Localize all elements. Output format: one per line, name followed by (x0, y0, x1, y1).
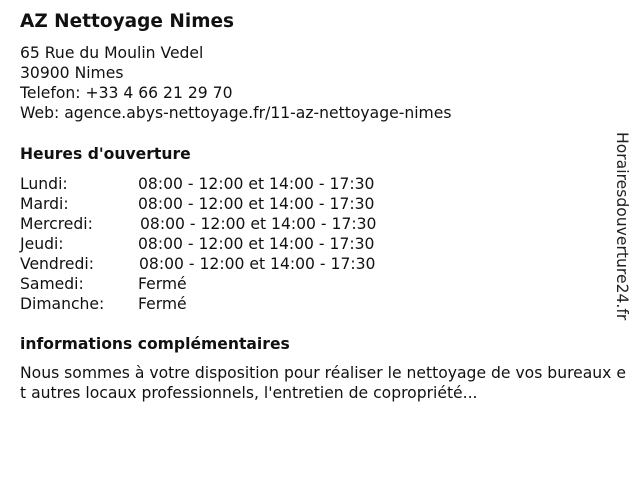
day-label: Mercredi: (20, 215, 93, 233)
day-hours: 08:00 - 12:00 et 14:00 - 17:30 (138, 235, 375, 253)
day-label: Jeudi: (20, 235, 64, 253)
opening-hours-heading: Heures d'ouverture (20, 145, 191, 163)
day-label: Lundi: (20, 175, 68, 193)
day-label: Dimanche: (20, 295, 105, 313)
additional-info-heading: informations complémentaires (20, 335, 290, 353)
day-hours: Fermé (138, 295, 187, 313)
day-hours: 08:00 - 12:00 et 14:00 - 17:30 (138, 175, 375, 193)
site-watermark: Horairesdouverture24.fr (613, 132, 631, 321)
additional-info-text: Nous sommes à votre disposition pour réaliser le nettoyage de vos bureaux et autres locaux professionnels, l'entretien de copropriété... (20, 364, 626, 402)
day-hours: 08:00 - 12:00 et 14:00 - 17:30 (139, 255, 376, 273)
day-label: Vendredi: (20, 255, 94, 273)
business-name: AZ Nettoyage Nimes (20, 11, 235, 32)
day-hours: Fermé (138, 275, 187, 293)
contact-block (20, 43, 451, 123)
day-label: Samedi: (20, 275, 84, 293)
street-address: 65 Rue du Moulin Vedel (20, 44, 204, 62)
phone-number: Telefon: +33 4 66 21 29 70 (20, 84, 233, 102)
city-postal: 30900 Nimes (20, 64, 124, 82)
day-label: Mardi: (20, 195, 69, 213)
day-hours: 08:00 - 12:00 et 14:00 - 17:30 (138, 195, 375, 213)
website-line: Web: agence.abys-nettoyage.fr/11-az-nettoyage-nimes (20, 104, 452, 122)
day-hours: 08:00 - 12:00 et 14:00 - 17:30 (140, 215, 377, 233)
